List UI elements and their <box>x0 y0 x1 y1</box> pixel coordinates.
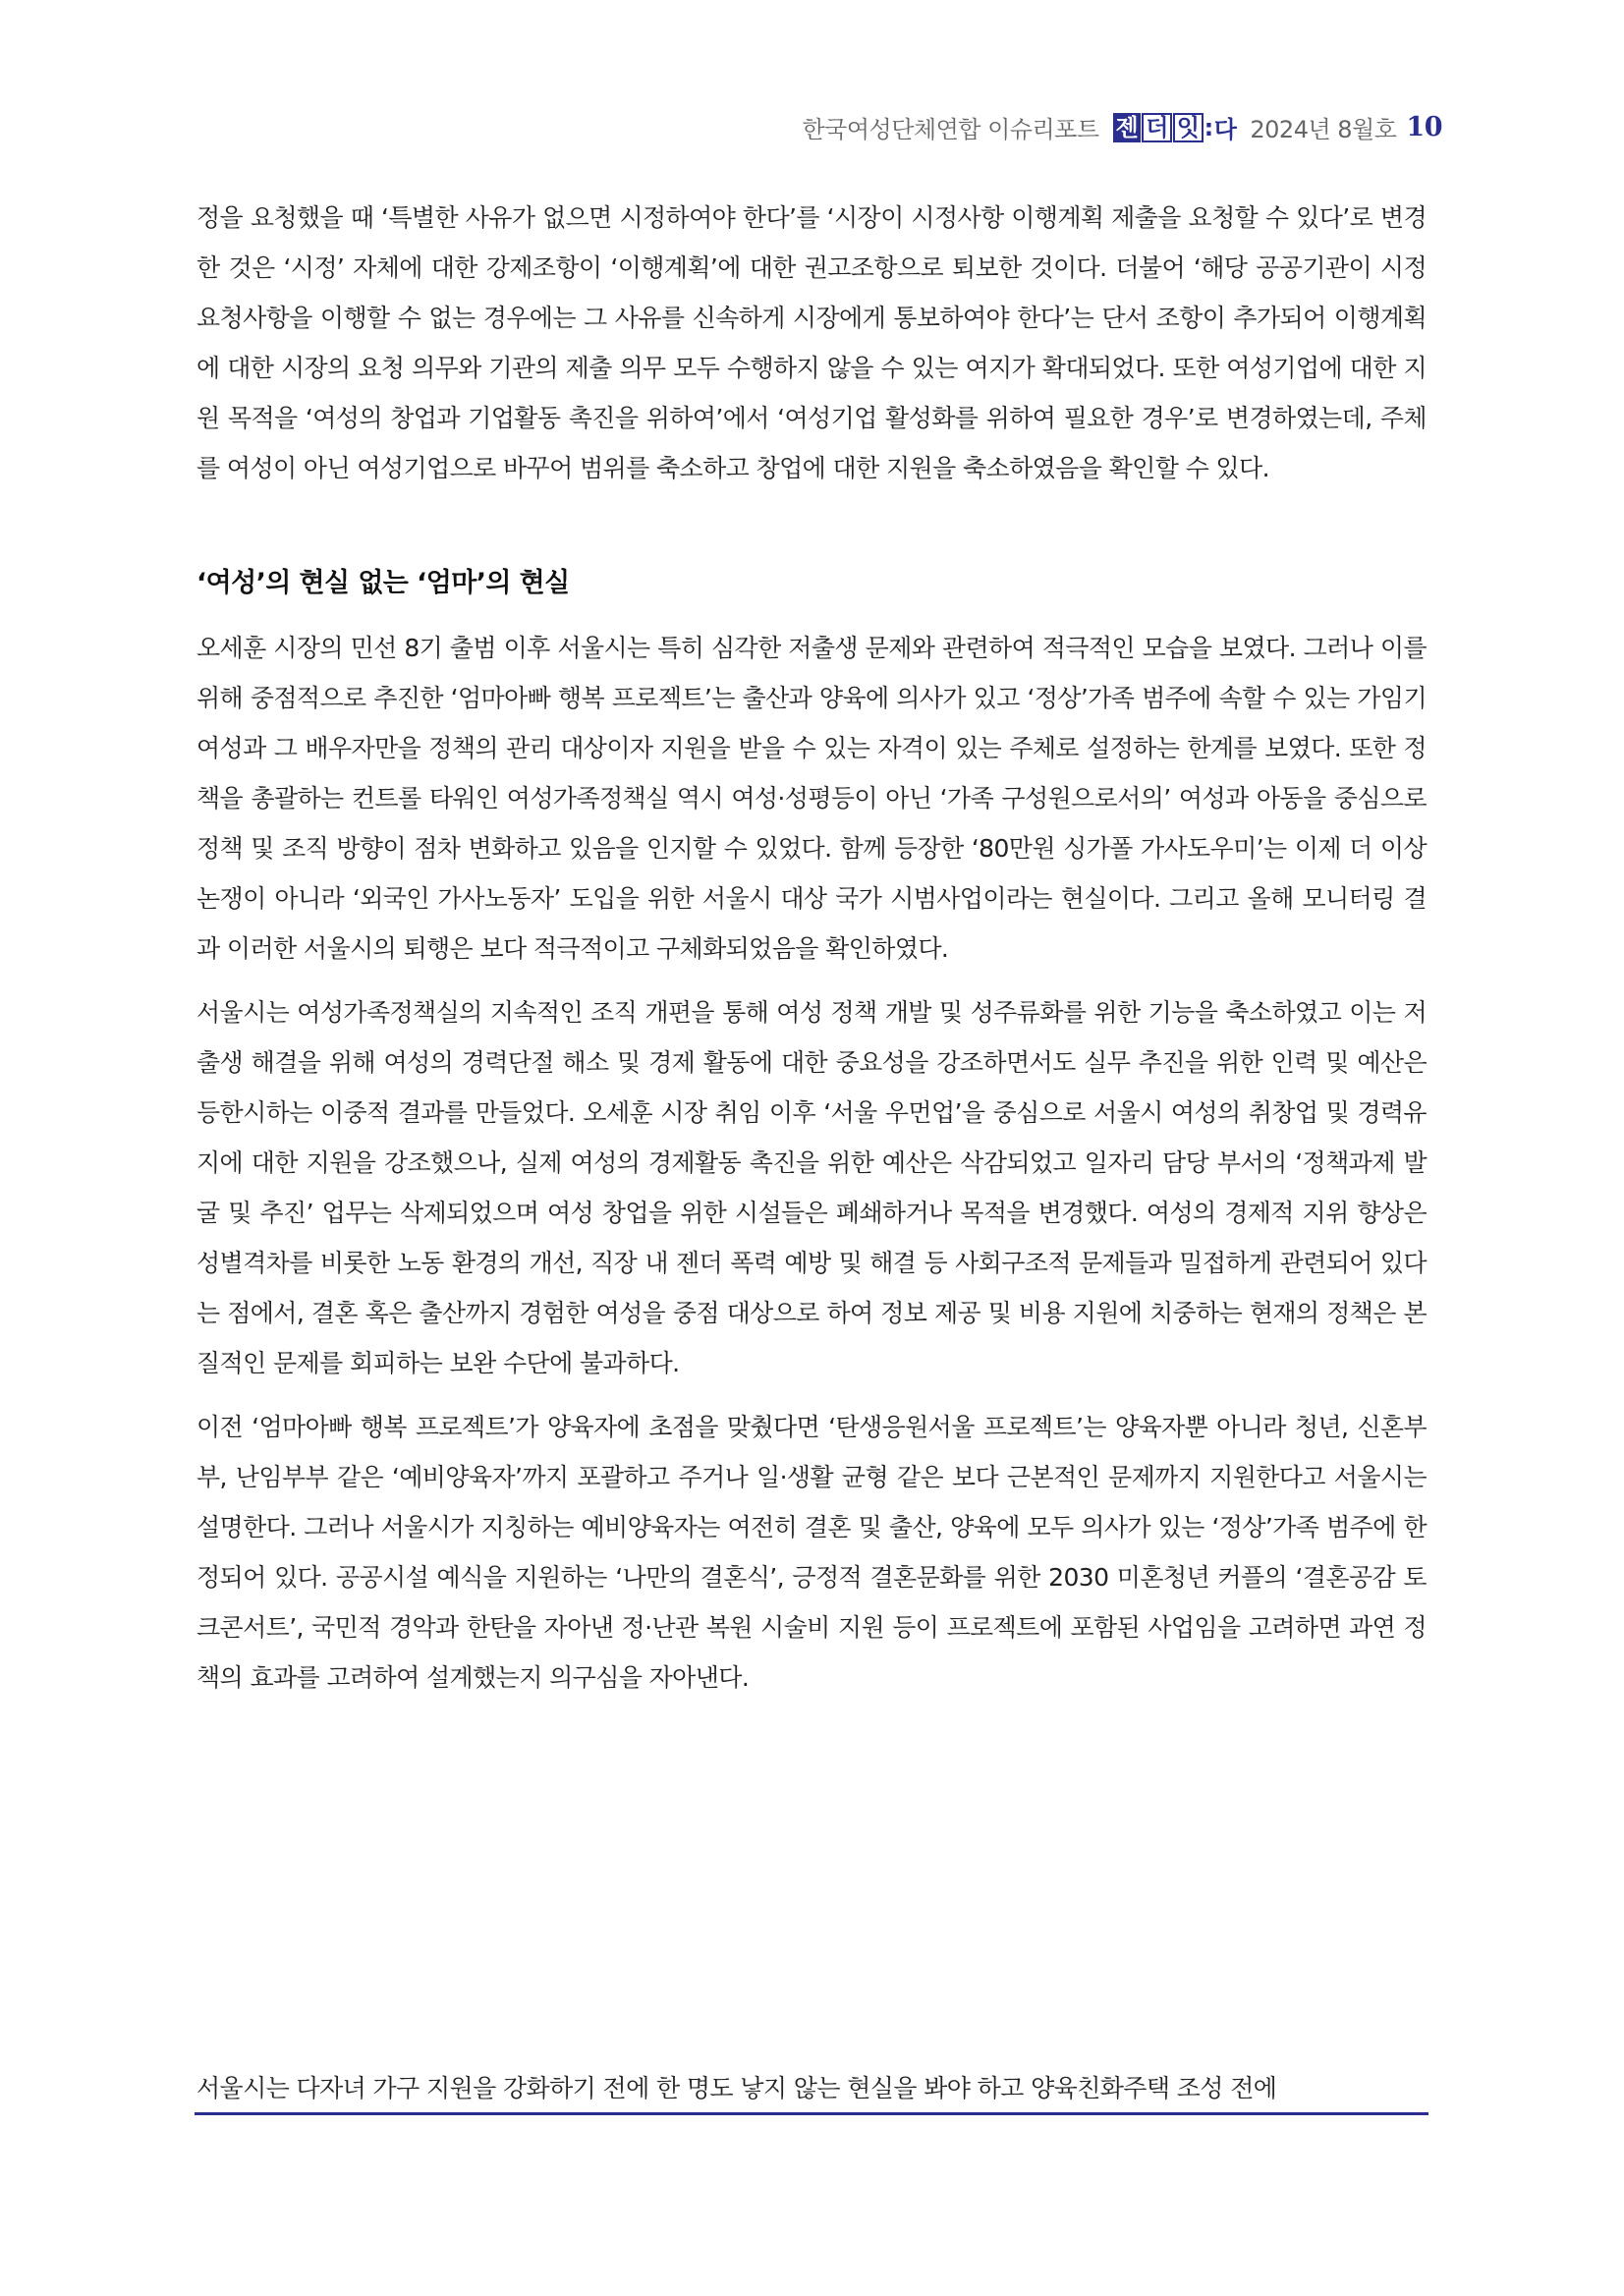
brand-logo-part: 잇 <box>1173 113 1204 142</box>
header-org-name: 한국여성단체연합 이슈리포트 <box>802 116 1099 143</box>
brand-logo <box>1113 110 1237 144</box>
body-paragraph: 서울시는 여성가족정책실의 지속적인 조직 개편을 통해 여성 정책 개발 및 성주류화를 위한 기능을 축소하였고 이는 저출생 해결을 위해 여성의 경력단절 해소 및 경제 활동에 대한 중요성을 강조하면서도 실무 추진을 위한 인력 및 예산은 등한시하는 이중적 결과를 만들었다. 오세훈 시장 취임 이후 ‘서울 우먼업’을 중심으로 서울시 여성의 취창업 및 경력유지에 대한 지원을 강조했으나, 실제 여성의 경제활동 촉진을 위한 예산은 삭감되었고 일자리 담당 부서의 ‘정책과제 발굴 및 추진’ 업무는 삭제되었으며 여성 창업을 위한 시설들은 폐쇄하거나 목적을 변경했다. 여성의 경제적 지위 향상은 성별격차를 비롯한 노동 환경의 개선, 직장 내 젠더 폭력 예방 및 해결 등 사회구조적 문제들과 밀접하게 관련되어 있다는 점에서, 결혼 혹은 출산까지 경험한 여성을 중점 대상으로 하여 정보 제공 및 비용 지원에 치중하는 현재의 정책은 본질적인 문제를 회피하는 보완 수단에 불과하다. <box>196 998 1427 1377</box>
continued-paragraph-line: 서울시는 다자녀 가구 지원을 강화하기 전에 한 명도 낳지 않는 현실을 봐야 하고 양육친화주택 조성 전에 <box>196 2074 1277 2102</box>
brand-logo-part: 젠 <box>1113 113 1142 142</box>
page-header <box>803 110 1443 144</box>
brand-logo-part: 다 <box>1213 116 1237 143</box>
section-title: ‘여성’의 현실 없는 ‘엄마’의 현실 <box>196 568 570 598</box>
footer-divider <box>195 2112 1428 2115</box>
brand-logo-part: 더 <box>1142 113 1172 142</box>
intro-paragraph: 정을 요청했을 때 ‘특별한 사유가 없으면 시정하여야 한다’를 ‘시장이 시정사항 이행계획 제출을 요청할 수 있다’로 변경한 것은 ‘시정’ 자체에 대한 강제조항이 ‘이행계획’에 대한 권고조항으로 퇴보한 것이다. 더불어 ‘해당 공공기관이 시정 요청사항을 이행할 수 없는 경우에는 그 사유를 신속하게 시장에게 통보하여야 한다’는 단서 조항이 추가되어 이행계획에 대한 시장의 요청 의무와 기관의 제출 의무 모두 수행하지 않을 수 있는 여지가 확대되었다. 또한 여성기업에 대한 지원 목적을 ‘여성의 창업과 기업활동 촉진을 위하여’에서 ‘여성기업 활성화를 위하여 필요한 경우’로 변경하였는데, 주체를 여성이 아닌 여성기업으로 바꾸어 범위를 축소하고 창업에 대한 지원을 축소하였음을 확인할 수 있다. <box>196 203 1427 482</box>
page-number: 10 <box>1406 112 1442 142</box>
body-paragraph: 오세훈 시장의 민선 8기 출범 이후 서울시는 특히 심각한 저출생 문제와 관련하여 적극적인 모습을 보였다. 그러나 이를 위해 중점적으로 추진한 ‘엄마아빠 행복 프로젝트’는 출산과 양육에 의사가 있고 ‘정상’가족 범주에 속할 수 있는 가임기 여성과 그 배우자만을 정책의 관리 대상이자 지원을 받을 수 있는 자격이 있는 주체로 설정하는 한계를 보였다. 또한 정책을 총괄하는 컨트롤 타워인 여성가족정책실 역시 여성·성평등이 아닌 ‘가족 구성원으로서의’ 여성과 아동을 중심으로 정책 및 조직 방향이 점차 변화하고 있음을 인지할 수 있었다. 함께 등장한 ‘80만원 싱가폴 가사도우미’는 이제 더 이상 논쟁이 아니라 ‘외국인 가사노동자’ 도입을 위한 서울시 대상 국가 시범사업이라는 현실이다. 그리고 올해 모니터링 결과 이러한 서울시의 퇴행은 보다 적극적이고 구체화되었음을 확인하였다. <box>196 634 1427 963</box>
body-paragraph: 이전 ‘엄마아빠 행복 프로젝트’가 양육자에 초점을 맞췄다면 ‘탄생응원서울 프로젝트’는 양육자뿐 아니라 청년, 신혼부부, 난임부부 같은 ‘예비양육자’까지 포괄하고 주거나 일·생활 균형 같은 보다 근본적인 문제까지 지원한다고 서울시는 설명한다. 그러나 서울시가 지칭하는 예비양육자는 여전히 결혼 및 출산, 양육에 모두 의사가 있는 ‘정상’가족 범주에 한정되어 있다. 공공시설 예식을 지원하는 ‘나만의 결혼식’, 긍정적 결혼문화를 위한 2030 미혼청년 커플의 ‘결혼공감 토크콘서트’, 국민적 경악과 한탄을 자아낸 정·난관 복원 시술비 지원 등이 프로젝트에 포함된 사업임을 고려하면 과연 정책의 효과를 고려하여 설계했는지 의구심을 자아낸다. <box>196 1413 1427 1692</box>
brand-logo-colon: : <box>1204 113 1213 141</box>
article-body <box>196 193 1427 1716</box>
header-issue-date: 2024년 8월호 <box>1250 116 1397 143</box>
